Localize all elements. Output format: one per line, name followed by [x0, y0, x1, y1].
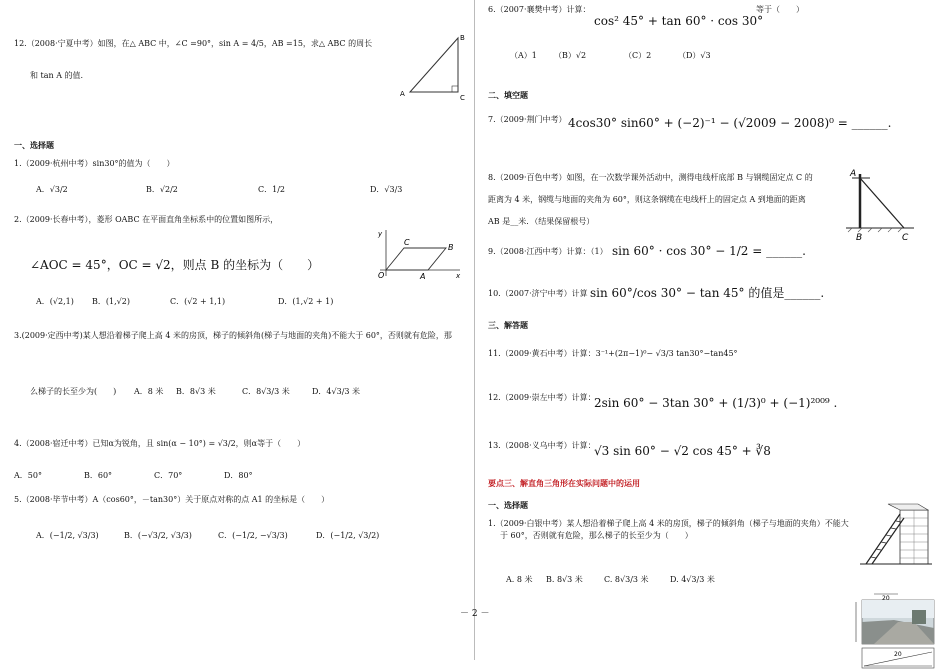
question-8-line3: AB 是__米．（结果保留根号） — [488, 217, 595, 226]
label-x: x — [456, 272, 461, 280]
q9-expression: sin 60° · cos 30° − 1/2 = ______. — [612, 244, 806, 258]
q12-line2: 和 tan A 的值. — [30, 71, 84, 80]
question-8-line1: 8.（2009·百色中考）如图，在一次数学课外活动中，测得电线杆底部 B 与钢缆固定点 C 的 — [488, 173, 813, 182]
label-b: B — [460, 34, 465, 42]
q6-tail: 等于（ ） — [756, 5, 804, 14]
q6-option-d: （D）√3 — [678, 51, 711, 60]
section-answer-title: 三、解答题 — [488, 320, 528, 330]
question-11: 11.（2009·黄石中考）计算：3⁻¹+(2π−1)⁰− √3/3 tan30°−tan45° — [488, 349, 738, 358]
question-5: 5.（2008·毕节中考）A（cos60°，－tan30°）关于原点对称的点 A1 的坐标是（ ） — [14, 495, 330, 504]
q1b-option-d: D. 4√3/3 米 — [670, 575, 715, 584]
figure-pole-cable-q8 — [844, 166, 916, 242]
label-o: O — [378, 271, 385, 280]
q3-option-c: C．8√3/3 米 — [242, 387, 290, 396]
figure-rhombus-q2 — [376, 226, 464, 282]
q12-line1: 12.（2008·宁夏中考）如图，在△ ABC 中，∠C =90°，sin A = 4/5，AB =15，求△ ABC 的周长 — [14, 39, 373, 48]
part-three-title: 要点三、解直角三角形在实际问题中的运用 — [488, 478, 640, 488]
q4-option-b: B．60° — [84, 471, 113, 480]
q2-option-c: C．(√2 + 1,1) — [170, 297, 226, 306]
label-a: A — [400, 90, 405, 98]
q5-option-b: B．(−√3/2, √3/3) — [124, 531, 192, 540]
q2-option-a: A．(√2,1) — [36, 297, 74, 306]
label-c: C — [902, 233, 909, 242]
figure-right-triangle-q12 — [398, 32, 470, 102]
q3-option-a: A．8 米 — [134, 387, 164, 396]
q1b-option-c: C. 8√3/3 米 — [604, 575, 649, 584]
q5-option-c: C．(−1/2, −√3/3) — [218, 531, 288, 540]
q1-option-b: B．√2/2 — [146, 185, 178, 194]
label-b: B — [448, 243, 454, 252]
q13-expression: √3 sin 60° − √2 cos 45° + ∛8 — [594, 444, 771, 458]
question-4: 4.（2008·宿迁中考）已知α为锐角，且 sin(α − 10°) = √3/2，则α等于（ ） — [14, 439, 306, 448]
question-2-line2: ∠AOC = 45°，OC = √2，则点 B 的坐标为（ ） — [30, 258, 320, 272]
q4-option-c: C．70° — [154, 471, 183, 480]
page-number: － 2 － — [460, 609, 490, 619]
q12-expression: 2sin 60° − 3tan 30° + (1/3)⁰ + (−1)²⁰⁰⁹ . — [594, 396, 838, 410]
q5-option-d: D．(−1/2, √3/2) — [316, 531, 380, 540]
question-6: 6.（2007·襄樊中考）计算： — [488, 5, 591, 14]
label-y: y — [378, 230, 383, 238]
section-choice-title: 一、选择题 — [14, 140, 54, 150]
question-1b-line1: 1.（2009·白银中考）某人想沿着梯子爬上高 4 米的房顶，梯子的倾斜角（梯子与地面的夹角）不能大 — [488, 519, 849, 528]
q2-option-b: B．(1,√2) — [92, 297, 130, 306]
question-13: 13.（2008·义乌中考）计算： — [488, 441, 596, 450]
question-3-line1: 3.(2009·定西中考)某人想沿着梯子爬上高 4 米的房顶，梯子的倾斜角(梯子与地面的夹角)不能大于 60°，否则就有危险，那 — [14, 331, 452, 340]
q1-option-d: D．√3/3 — [370, 185, 403, 194]
q1-option-a: A．√3/2 — [36, 185, 68, 194]
q1b-option-b: B. 8√3 米 — [546, 575, 583, 584]
label-a: A — [850, 169, 857, 179]
column-divider — [474, 0, 475, 660]
label-side: 20 — [894, 651, 902, 658]
question-9: 9.（2008·江西中考）计算：（1） — [488, 247, 608, 256]
q6-option-a: （A）1 — [510, 51, 537, 60]
figure-ladder-wall — [860, 502, 934, 568]
question-10: 10.（2007·济宁中考）计算 — [488, 289, 588, 298]
q3-option-b: B．8√3 米 — [176, 387, 216, 396]
q1-option-c: C．1/2 — [258, 185, 285, 194]
question-12: 12.（2009·崇左中考）计算： — [488, 393, 596, 402]
q6-option-b: （B）√2 — [554, 51, 587, 60]
label-top: 20 — [882, 595, 890, 602]
q4-option-d: D．80° — [224, 471, 253, 480]
question-2-line1: 2.（2009·长春中考），菱形 OABC 在平面直角坐标系中的位置如图所示， — [14, 215, 279, 224]
question-1: 1.（2009·杭州中考）sin30°的值为（ ） — [14, 159, 175, 168]
label-b: B — [856, 233, 863, 242]
label-c: C — [460, 94, 465, 102]
q1b-option-a: A. 8 米 — [506, 575, 533, 584]
q6-option-c: （C）2 — [624, 51, 652, 60]
question-8-line2: 距离为 4 米，钢缆与地面的夹角为 60°，则这条钢缆在电线杆上的固定点 A 到地面的距离 — [488, 195, 806, 204]
q5-option-a: A．(−1/2, √3/3) — [36, 531, 99, 540]
figure-road-photo — [854, 592, 936, 670]
question-3-line2: 么梯子的长至少为( ) — [30, 387, 117, 396]
q10-expression: sin 60°/cos 30° − tan 45° 的值是______. — [590, 286, 825, 300]
question-7: 7.（2009·荆门中考） — [488, 115, 567, 124]
q4-option-a: A．50° — [14, 471, 42, 480]
label-a: A — [420, 272, 426, 281]
q7-expression: 4cos30° sin60° + (−2)⁻¹ − (√2009 − 2008)⁰ = ______. — [568, 116, 892, 130]
section-fill-title: 二、填空题 — [488, 90, 528, 100]
section-choice-title-2: 一、选择题 — [488, 500, 528, 510]
q3-option-d: D．4√3/3 米 — [312, 387, 361, 396]
label-c: C — [404, 238, 410, 247]
question-1b-line2: 于 60°，否则就有危险，那么梯子的长至少为（ ） — [500, 531, 693, 540]
q6-expression: cos² 45° + tan 60° · cos 30° — [594, 14, 764, 28]
q2-option-d: D．(1,√2 + 1) — [278, 297, 334, 306]
